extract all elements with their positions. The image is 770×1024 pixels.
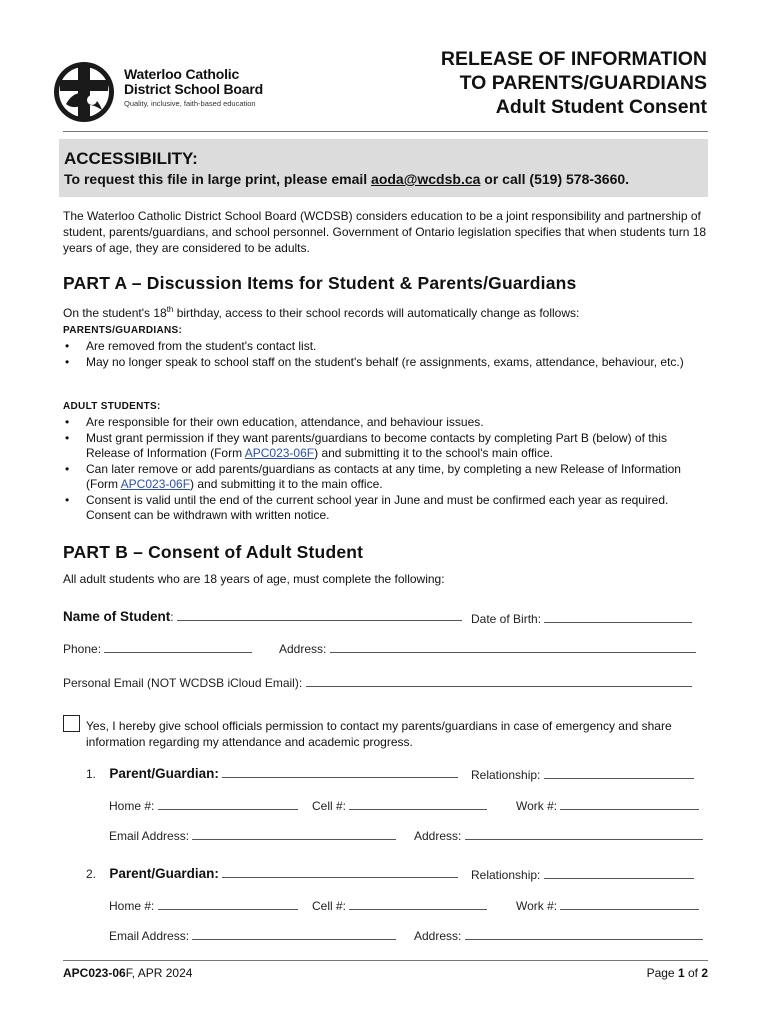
guardian-2-work-row [516,897,699,913]
guardian-2-email-label: Email Address: [109,929,190,943]
list-item: • Are responsible for their own education, attendance, and behaviour issues. [63,415,713,431]
guardian-1-row [86,765,458,781]
guardian-2-name-field[interactable] [222,865,458,878]
address-row [279,640,696,656]
part-a-heading: PART A – Discussion Items for Student & Parents/Guardians [63,273,577,293]
accessibility-text [64,171,629,187]
cross-crest-icon [52,60,118,124]
page-number [647,966,708,980]
form-title-line2: TO PARENTS/GUARDIANS [459,72,707,94]
form-title-line1: RELEASE OF INFORMATION [440,48,707,70]
guardian-2-home-row [109,897,298,913]
guardian-2-address-field[interactable] [465,927,703,940]
board-logo [52,60,272,122]
address-label: Address: [279,642,327,656]
footer-form-code [63,966,192,980]
part-b-heading: PART B – Consent of Adult Student [63,542,364,562]
page-total: 2 [701,966,708,980]
parents-heading: PARENTS/GUARDIANS: [63,325,183,336]
personal-email-label: Personal Email (NOT WCDSB iCloud Email): [63,676,303,690]
page-current: 1 [677,966,685,980]
guardian-2-home-field[interactable] [158,897,298,910]
guardian-1-cell-field[interactable] [349,797,487,810]
part-a-lead [63,302,713,321]
guardian-1-home-row [109,797,298,813]
form-subtitle: Adult Student Consent [495,96,707,118]
guardian-1-address-label: Address: [414,829,462,843]
guardian-2-home-label: Home #: [109,899,155,913]
consent-checkbox[interactable] [63,715,80,732]
guardian-1-label: Parent/Guardian: [109,766,219,781]
footer-divider [63,960,708,961]
phone-label: Phone: [63,642,102,656]
guardian-1-work-field[interactable] [560,797,699,810]
guardian-1-address-field[interactable] [465,827,703,840]
logo-name-line2: District School Board [124,81,263,97]
guardian-2-relationship-label: Relationship: [471,868,541,882]
guardian-2-email-field[interactable] [192,927,396,940]
student-name-row: Name of Student: [63,608,462,624]
accessibility-text-before: To request this file in large print, please email [64,171,372,187]
guardian-1-cell-label: Cell #: [312,799,347,813]
phone-row [63,640,252,656]
guardian-1-home-field[interactable] [158,797,298,810]
guardian-1-cell-row [312,797,487,813]
guardian-1-number: 1. [86,767,97,781]
address-field[interactable] [330,640,696,653]
page-word: Page [646,966,678,980]
list-item-text: ) and submitting it to the school's main office. [314,446,553,460]
guardian-2-number: 2. [86,867,97,881]
list-item-text: Must grant permission if they want parents/guardians to become contacts by completing Part B (below) of this Release of Information (Form [86,430,667,460]
intro-paragraph: The Waterloo Catholic District School Board (WCDSB) considers education to be a joint responsibility and partnership of student, parents/guardians, and school personnel. Government of Ontario legislation specifies that when students turn 18 years of age, they are considered to be adults. [63,209,707,255]
dob-row [471,610,692,626]
logo-tagline: Quality, inclusive, faith-based education [124,99,256,108]
part-a-lead-after: birthday, access to their school records will automatically change as follows: [173,306,580,320]
accessibility-text-after: or call (519) 578-3660. [480,171,630,187]
guardian-1-relationship-label: Relationship: [471,768,541,782]
dob-field[interactable] [544,610,692,623]
list-item [63,431,713,462]
part-b-lead: All adult students who are 18 years of age, must complete the following: [63,572,445,586]
dob-label: Date of Birth: [471,612,542,626]
adult-students-list [63,415,713,524]
logo-name-line1: Waterloo Catholic [124,66,240,82]
form-link[interactable]: APC023-06F [120,477,191,491]
guardian-1-address-row [414,827,703,843]
list-item: • Are removed from the student's contact list. [63,339,713,355]
guardian-2-email-row [109,927,396,943]
consent-text: Yes, I hereby give school officials permission to contact my parents/guardians in case of emergency and share information regarding my attendance and academic progress. [86,719,672,749]
guardian-1-home-label: Home #: [109,799,155,813]
guardian-1-email-label: Email Address: [109,829,190,843]
guardian-1-relationship-row [471,766,694,782]
form-code: APC023-06 [63,966,126,980]
list-item: • Consent is valid until the end of the current school year in June and must be confirmed each year as required. Consent can be withdrawn with written notice. [63,493,713,524]
page-of: of [684,966,702,980]
guardian-2-cell-row [312,897,487,913]
guardian-2-cell-label: Cell #: [312,899,347,913]
personal-email-field[interactable] [306,674,692,687]
part-a-lead-sup: th [166,305,174,314]
guardian-2-address-row [414,927,703,943]
list-item: • May no longer speak to school staff on the student's behalf (re assignments, exams, attendance, behaviour, etc.) [63,355,713,371]
parents-list [63,339,713,370]
guardian-2-relationship-row [471,866,694,882]
list-item-text: Can later remove or add parents/guardians as contacts at any time, by completing a new Release of Information (Form [86,461,681,491]
phone-field[interactable] [104,640,252,653]
guardian-1-name-field[interactable] [222,765,458,778]
list-item [63,462,713,493]
form-link[interactable]: APC023-06F [244,446,315,460]
adult-students-heading: ADULT STUDENTS: [63,401,161,412]
guardian-2-label: Parent/Guardian: [109,866,219,881]
guardian-1-email-row [109,827,396,843]
guardian-2-work-label: Work #: [516,899,558,913]
guardian-1-email-field[interactable] [192,827,396,840]
form-date: F, APR 2024 [125,966,193,980]
guardian-1-relationship-field[interactable] [544,766,694,779]
guardian-2-row [86,865,458,881]
accessibility-banner [59,139,708,197]
part-a-lead-before: On the student's 18 [63,306,167,320]
guardian-1-work-row [516,797,699,813]
student-name-label: Name of Student [63,609,171,624]
guardian-2-cell-field[interactable] [349,897,487,910]
accessibility-heading: ACCESSIBILITY: [64,149,198,168]
student-name-field[interactable] [177,608,462,621]
guardian-2-address-label: Address: [414,929,462,943]
personal-email-row [63,674,692,690]
guardian-2-relationship-field[interactable] [544,866,694,879]
guardian-1-work-label: Work #: [516,799,558,813]
guardian-2-work-field[interactable] [560,897,699,910]
accessibility-email-link[interactable]: aoda@wcdsb.ca [371,171,481,187]
list-item-text: ) and submitting it to the main office. [190,477,383,491]
header-divider [63,131,708,132]
